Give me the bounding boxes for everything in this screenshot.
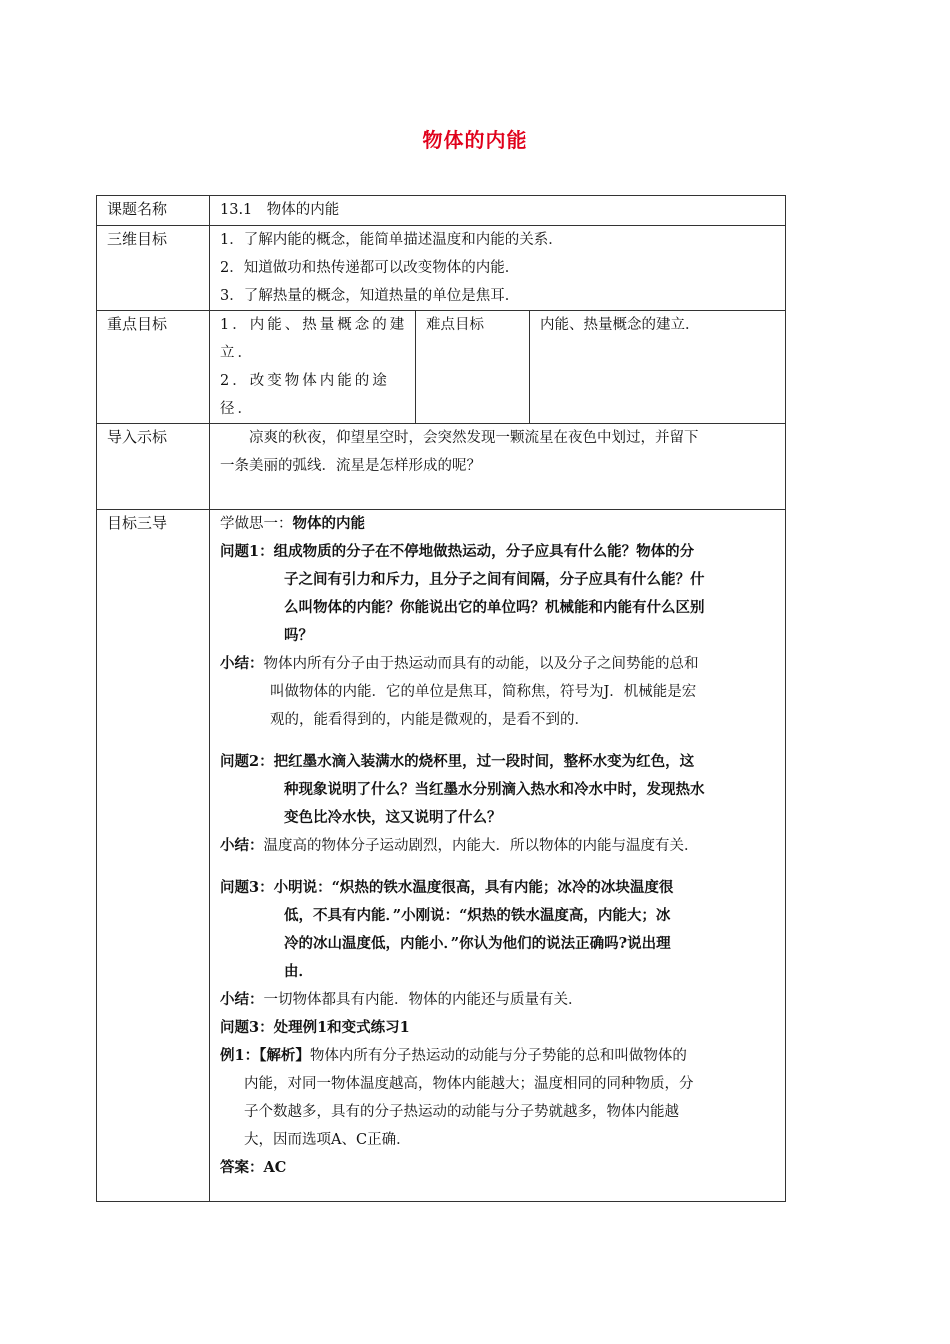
- objective-item: 2．知道做功和热传递都可以改变物体的内能．: [220, 260, 520, 276]
- objective-item: 3．了解热量的概念，知道热量的单位是焦耳．: [220, 288, 520, 304]
- question-2-prefix: 问题2：: [220, 753, 274, 770]
- example-1: [220, 1042, 777, 1070]
- intro-line: 凉爽的秋夜，仰望星空时，会突然发现一颗流星在夜色中划过，并留下: [249, 430, 699, 446]
- guide-cell: [210, 510, 786, 1202]
- answer-value: AC: [263, 1159, 287, 1176]
- example-1-tag: 【解析】: [259, 1047, 310, 1064]
- section-heading: [220, 510, 777, 538]
- question-1-line: 吗？: [284, 627, 313, 644]
- question-3-line: 由．: [284, 963, 313, 980]
- key-item: 1．内能、热量概念的建: [220, 317, 408, 333]
- question-2-line: 把红墨水滴入装满水的烧杯里，过一段时间，整杯水变为红色，这: [273, 753, 695, 770]
- summary-2-prefix: 小结：: [220, 837, 264, 854]
- key-item: 2．改变物体内能的途: [220, 373, 390, 389]
- key-cell: [210, 311, 416, 424]
- topic-label: 课题名称: [97, 196, 210, 226]
- guide-label: 目标三导: [97, 510, 210, 1202]
- difficult-value: 内能、热量概念的建立．: [530, 311, 786, 424]
- question-1-prefix: 问题1：: [220, 543, 274, 560]
- topic-value: 13.1 物体的内能: [210, 196, 786, 226]
- key-label: 重点目标: [97, 311, 210, 424]
- summary-3-prefix: 小结：: [220, 991, 264, 1008]
- example-1-line: 大，因而选项A、C正确．: [244, 1132, 411, 1148]
- key-item: 立．: [220, 345, 255, 361]
- question-3-line: 低，不具有内能．”小刚说：“炽热的铁水温度高，内能大；冰: [284, 907, 671, 924]
- question-1-line: 么叫物体的内能？你能说出它的单位吗？机械能和内能有什么区别: [284, 599, 705, 616]
- example-1-line: 物体内所有分子热运动的动能与分子势能的总和叫做物体的: [309, 1048, 687, 1064]
- summary-1: [220, 650, 777, 678]
- question-1-line: 组成物质的分子在不停地做热运动，分子应具有什么能？物体的分: [273, 543, 695, 560]
- key-item: 径．: [220, 401, 255, 417]
- row-guide: [97, 510, 786, 1202]
- question-2-line: 变色比冷水快，这又说明了什么？: [284, 809, 502, 826]
- page-title: 物体的内能: [422, 128, 528, 152]
- summary-1-prefix: 小结：: [220, 655, 264, 672]
- example-1-prefix: 例1：: [220, 1047, 260, 1064]
- question-3-line: 小明说：“炽热的铁水温度很高，具有内能；冰冷的冰块温度很: [273, 879, 674, 896]
- summary-3-text: 一切物体都具有内能．物体的内能还与质量有关．: [263, 992, 583, 1008]
- summary-1-line: 叫做物体的内能．它的单位是焦耳，简称焦，符号为J．机械能是宏: [270, 684, 697, 700]
- difficult-label: 难点目标: [416, 311, 530, 424]
- row-topic: [97, 196, 786, 226]
- row-key: [97, 311, 786, 424]
- summary-3: [220, 986, 777, 1014]
- question-1: [220, 538, 777, 566]
- section-heading-prefix: 学做思一：: [220, 516, 293, 532]
- summary-2: [220, 832, 777, 860]
- summary-1-line: 物体内所有分子由于热运动而具有的动能，以及分子之间势能的总和: [263, 656, 699, 672]
- answer-prefix: 答案：: [220, 1159, 264, 1176]
- question-2: [220, 748, 777, 776]
- question-3-line: 冷的冰山温度低，内能小．”你认为他们的说法正确吗?说出理: [284, 935, 671, 952]
- question-3-prefix: 问题3：: [220, 879, 274, 896]
- row-objectives: [97, 226, 786, 311]
- lesson-plan-table: [96, 195, 786, 1202]
- example-1-line: 子个数越多，具有的分子热运动的动能与分子势就越多，物体内能越: [244, 1104, 679, 1120]
- question-4: 问题3：处理例1和变式练习1: [220, 1019, 410, 1036]
- question-1-line: 子之间有引力和斥力，且分子之间有间隔，分子应具有什么能？什: [284, 571, 705, 588]
- answer: [220, 1154, 777, 1182]
- intro-line: 一条美丽的弧线．流星是怎样形成的呢？: [220, 458, 481, 474]
- objectives-label: 三维目标: [97, 226, 210, 311]
- summary-2-text: 温度高的物体分子运动剧烈，内能大．所以物体的内能与温度有关．: [263, 838, 699, 854]
- intro-label: 导入示标: [97, 424, 210, 510]
- objectives-cell: [210, 226, 786, 311]
- intro-cell: [210, 424, 786, 510]
- objective-item: 1．了解内能的概念，能简单描述温度和内能的关系．: [220, 232, 563, 248]
- summary-1-line: 观的，能看得到的，内能是微观的，是看不到的．: [270, 712, 589, 728]
- example-1-line: 内能，对同一物体温度越高，物体内能越大；温度相同的同种物质，分: [244, 1076, 694, 1092]
- question-2-line: 种现象说明了什么？当红墨水分别滴入热水和冷水中时，发现热水: [284, 781, 705, 798]
- question-3: [220, 874, 777, 902]
- row-intro: [97, 424, 786, 510]
- section-heading-title: 物体的内能: [292, 515, 365, 532]
